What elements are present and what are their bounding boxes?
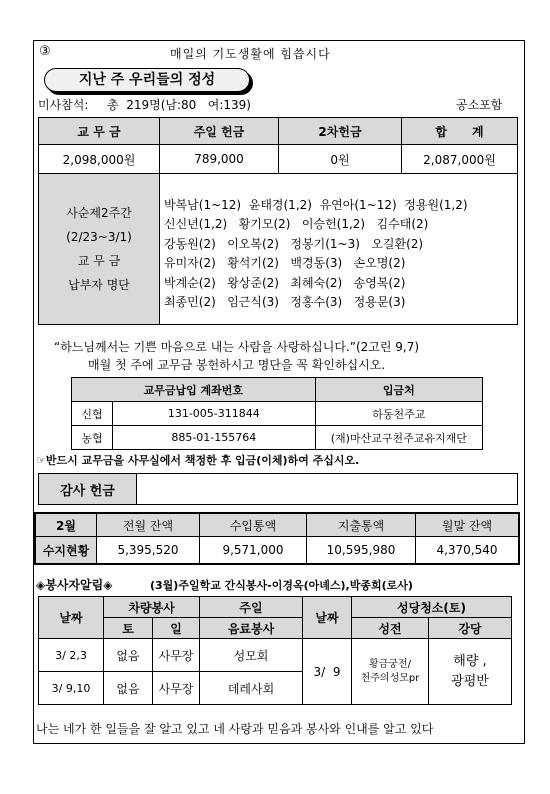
clean-hall-line: 광평반 xyxy=(451,673,489,689)
finance-value: 9,571,000 xyxy=(200,537,307,565)
finance-header: 지출통액 xyxy=(307,513,416,537)
vol-header-sat: 토 xyxy=(104,618,153,639)
finance-value: 5,395,520 xyxy=(97,537,200,565)
vol-header-date2: 날짜 xyxy=(303,597,352,639)
attendance-label: 미사참석: xyxy=(38,98,89,112)
quote-line-2: 매월 첫 주에 교무금 봉헌하시고 명단을 꼭 확인하십시오. xyxy=(88,358,386,372)
donor-list xyxy=(160,174,518,325)
value-cell: 0원 xyxy=(279,145,402,174)
volunteer-table xyxy=(38,596,512,705)
value-cell: 2,098,000원 xyxy=(39,145,160,174)
donor-label-line: 교 무 금 xyxy=(77,254,121,268)
clean-hall xyxy=(429,639,512,705)
finance-value: 10,595,980 xyxy=(307,537,416,565)
donor-line: 강동원(2) 이오복(2) 정봉기(1~3) 오길환(2) xyxy=(164,236,424,251)
vol-header-vehicle: 차량봉사 xyxy=(104,597,200,618)
bank-header: 교무금납입 계좌번호 xyxy=(72,378,316,402)
col-header: 교 무 금 xyxy=(39,118,160,145)
bank-notice: ☞반드시 교무금을 사무실에서 책정한 후 입금(이체)하여 주십시오. xyxy=(36,454,360,467)
thanks-value xyxy=(137,474,518,505)
attendance-note: 공소포함 xyxy=(456,98,503,112)
bank-name: 신협 xyxy=(72,402,113,426)
volunteer-note: (3월)주일학교 간식봉사-이경옥(아녜스),박종희(로사) xyxy=(150,579,413,592)
vol-header-drink: 주일 xyxy=(200,597,303,618)
col-header: 주일 헌금 xyxy=(160,118,279,145)
col-header: 2차헌금 xyxy=(279,118,402,145)
donor-line: 유미자(2) 황석기(2) 백경동(3) 손오명(2) xyxy=(164,256,406,270)
vol-sat: 없음 xyxy=(104,672,153,705)
vol-header-sun: 일 xyxy=(153,618,200,639)
donor-line: 박복남(1~12) 윤태경(1,2) 유연아(1~12) 정용원(1,2) xyxy=(164,197,468,212)
donor-label-line: 사순제2주간 xyxy=(66,206,132,220)
finance-label: 수지현황 xyxy=(35,537,97,565)
thanks-label: 감사 헌금 xyxy=(39,474,137,505)
volunteer-title: ◈봉사자알림◈ xyxy=(36,578,113,592)
bank-table xyxy=(71,377,483,450)
bank-name: 농협 xyxy=(72,426,113,450)
finance-month: 2월 xyxy=(35,513,97,537)
finance-header: 전월 잔액 xyxy=(97,513,200,537)
vol-header-clean: 성당청소(토) xyxy=(352,597,512,618)
offering-table xyxy=(38,117,518,325)
vol-drink: 데레사회 xyxy=(200,672,303,705)
page-number: ③ xyxy=(39,44,51,59)
clean-sanctuary xyxy=(352,639,429,705)
clean-sanctuary-line: 황금궁전/ xyxy=(368,658,411,670)
finance-header: 월말 잔액 xyxy=(416,513,520,537)
donor-line: 박계순(2) 왕상준(2) 최혜숙(2) 송영복(2) xyxy=(164,275,406,290)
attendance-value: 총 219명(남:80 여:139) xyxy=(107,98,251,112)
clean-date: 3/ 9 xyxy=(303,639,352,705)
vol-header-drink2: 음료봉사 xyxy=(200,618,303,639)
value-cell: 789,000 xyxy=(160,145,279,174)
finance-value: 4,370,540 xyxy=(416,537,520,565)
vol-header-date: 날짜 xyxy=(39,597,104,639)
offering-section-title: 지난 주 우리들의 정성 xyxy=(44,68,250,92)
donor-label xyxy=(39,174,160,325)
account-holder: 하동천주교 xyxy=(315,402,482,426)
footer-verse: 나는 네가 한 일들을 잘 알고 있고 네 사랑과 믿음과 봉사와 인내를 알고 있다 xyxy=(36,722,434,736)
account-number: 885-01-155764 xyxy=(113,426,316,450)
vol-header-hall: 강당 xyxy=(429,618,512,639)
vol-date: 3/ 2,3 xyxy=(39,639,104,672)
page-header-title: 매일의 기도생활에 힘씁시다 xyxy=(170,47,331,61)
value-cell: 2,087,000원 xyxy=(402,145,518,174)
quote-line-1: “하느님께서는 기쁜 마음으로 내는 사람을 사랑하십니다.”(2고린 9,7) xyxy=(54,340,420,354)
finance-table xyxy=(34,512,520,565)
vol-date: 3/ 9,10 xyxy=(39,672,104,705)
thanks-table xyxy=(38,473,518,505)
finance-header: 수입통액 xyxy=(200,513,307,537)
clean-sanctuary-line: 천주의성모pr xyxy=(360,672,420,684)
donor-label-line: (2/23~3/1) xyxy=(66,230,132,244)
account-number: 131-005-311844 xyxy=(113,402,316,426)
vol-header-sanctuary: 성전 xyxy=(352,618,429,639)
vol-sun: 사무장 xyxy=(153,639,200,672)
vol-sun: 사무장 xyxy=(153,672,200,705)
donor-line: 최종민(2) 임근식(3) 정홍수(3) 정용문(3) xyxy=(164,295,406,309)
account-holder: (재)마산교구천주교유지재단 xyxy=(315,426,482,450)
vol-sat: 없음 xyxy=(104,639,153,672)
clean-hall-line: 해량 , xyxy=(453,653,487,669)
donor-label-line: 납부자 명단 xyxy=(68,278,130,292)
vol-drink: 성모회 xyxy=(200,639,303,672)
col-header: 합 계 xyxy=(402,118,518,145)
bank-header: 입금처 xyxy=(315,378,482,402)
donor-line: 신신년(1,2) 황기모(2) 이승헌(1,2) 김수태(2) xyxy=(164,217,429,231)
